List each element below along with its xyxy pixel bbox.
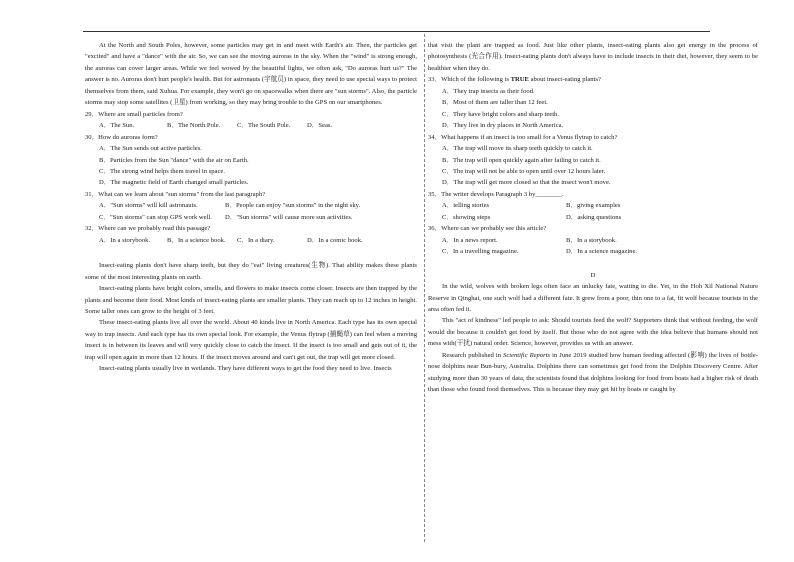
option-36d: D．In a science magazine. [566,248,638,256]
option-34a: A．The trap will move its sharp teeth quickly to catch it. [442,145,593,153]
question-36: 36．Where can we probably see this article? [428,225,547,233]
option-34b: B．The trap will open quickly again after failing to catch it. [442,156,601,164]
question-34: 34．What happens if an insect is too small for a Venus flytrap to catch? [428,133,618,141]
passage-d-paragraph-2: This "act of kindness" led people to ask: Should tourists feed the wolf? Supporters think that without feeding, the wolf would die because it couldn't get food by itself. But those who do not agree with the idea believe that humans should not mess with(干扰) natural order. Science, however, provides us with an answer. [428,317,758,348]
option-31b: B．People can enjoy "sun storms" in the night sky. [225,202,361,210]
option-32a: A．In a storybook. [99,236,151,244]
passage-c-paragraph-4-continued: that visit the plant are trapped as food. Just like other plants, insect-eating plants also get energy in the process of photosynthesis (光合作用). Insect-eating plants don't always have to include insects in their diet, however, they seem to be healthier when they do. [428,42,758,72]
question-32: 32．Where can we probably read this passage? [85,225,211,233]
section-d-heading: D [590,271,596,279]
question-36-options-ab [428,235,758,246]
option-31c: C．"Sun storms" can stop GPS work well. [99,213,212,221]
option-30d: D．The magnetic field of Earth changed small particles. [99,179,249,187]
question-35-options-cd [428,212,758,223]
question-31: 31．What can we learn about "sun storms" from the last paragraph? [85,190,266,198]
question-35: 35．The writer develops Paragraph 3 by________. [428,190,564,198]
option-35a: A．telling stories [442,202,490,210]
passage-c-paragraph-1: Insect-eating plants don't have sharp teeth, but they do "eat" living creatures(生物). That ability makes these plants some of the most interesting plants on earth. [85,262,417,281]
option-32c: C．In a diary. [237,236,275,244]
option-29d: D．Seas. [307,122,333,130]
option-33a: A．They trap insects as their food. [442,87,535,95]
option-29a: A．The Sun. [99,122,135,130]
question-33: 33．Which of the following is TRUE about insect-eating plants? [428,76,601,84]
question-36-options-cd [428,246,758,257]
option-34c: C．The trap will not be able to open until over 12 hours later. [442,167,606,175]
option-33c: C．They have bright colors and sharp teeth. [442,110,560,118]
question-31-options-cd [85,212,417,223]
option-35d: D．asking questions [566,213,622,221]
option-32b: B．In a science book. [167,236,226,244]
option-31a: A．"Sun storms" will kill astronauts. [99,202,198,210]
option-35b: B．giving examples [566,202,621,210]
option-36c: C．In a travelling magazine. [442,248,519,256]
passage-c-paragraph-3: These insect-eating plants live all over the world. About 40 kinds live in North America. Each type has its own special way to trap insects. And each type has its own special look. For example, the Venus flytrap (捕蝇草) can feel when a moving insect is in between its leaves and will very quickly close to catch the insect. If the insect is too small and gets out of it, the trap will open again in more than 12 hours. If the insect moves around and can't get out, the trap will get more closed. [85,319,417,361]
option-34d: D．The trap will get more closed so that the insect won't move. [442,179,611,187]
passage-d-paragraph-3: Research published in Scientific Reports in June 2019 studied how human feeding affected (影响) the lives of bottle-nose dolphins near Bun-bury, Australia. Dolphins there can sometimes get food from the Dolphin Discovery Centre. After studying more than 30 years of data, the scientists found that dolphins looking for food from boats had a higher risk of death than those who found food themselves. This is because they may get hit by boats or caught by [428,351,758,394]
passage-c-paragraph-2: Insect-eating plants have bright colors, smells, and flowers to make insects come closer. Insects are then trapped by the plants and become their food. Most kinds of insect-eating plants are smaller plants. They can reach up to 12 inches in height. Some taller ones can grow to the height of 3 feet. [85,285,417,315]
passage-c-end-paragraph: At the North and South Poles, however, some particles may get in and meet with Earth's air. Then, the particles get "excited" and have a "dance" with the air. So, we can see the moving auroras in the sky. When the "wind" is strong enough, the auroras can cover larger areas. While we feel wowed by the beautiful lights, we often ask, "Do auroras hurt us?" The answer is no. Auroras don't hurt people's health. But for astronauts (宇航员) in space, they need to use special ways to protect themselves from them, said Xuhua. For example, they won't go on spacewalks when there are "sun storms". Also, the particle storms may stop some satellites (卫星) from working, so they may bring trouble to the GPS on our smartphones. [85,42,417,107]
question-29-options [85,120,417,131]
top-rule [83,31,710,32]
question-30: 30．How do auroras form? [85,133,158,141]
option-36a: A．In a news report. [442,236,498,244]
option-29c: C．The South Pole. [237,122,291,130]
option-33d: D．They live in dry places in North America. [442,122,564,130]
question-35-options-ab [428,200,758,211]
left-column [85,40,417,375]
question-29: 29．Where are small particles from? [85,110,183,118]
option-36b: B．In a storybook. [566,236,617,244]
option-29b: B．The North Pole. [167,122,221,130]
option-33b: B．Most of them are taller than 12 feet. [442,99,548,107]
passage-d-paragraph-1: In the wild, wolves with broken legs often face an unlucky fate, waiting to die. Yet, in the Hoh Xil National Nature Reserve in Qinghai, one such wolf had a different fate. It grew from a poor, thin one to a fat, fit wolf because tourists in the area often fed it. [428,283,758,313]
passage-c-paragraph-4: Insect-eating plants usually live in wetlands. They have different ways to get the food they need to live. Insects [99,365,392,373]
right-column [428,40,758,396]
question-31-options-ab [85,200,417,211]
option-30c: C．The strong wind helps them travel in space. [99,167,225,175]
option-32d: D．In a comic book. [307,236,363,244]
question-32-options [85,235,417,246]
option-35c: C．showing steps [442,213,491,221]
column-divider [424,34,425,542]
option-30b: B．Particles from the Sun "dance" with the air on Earth. [99,156,249,164]
option-31d: D．"Sun storms" will cause more sun activities. [225,213,353,221]
option-30a: A．The Sun sends out active particles. [99,145,202,153]
